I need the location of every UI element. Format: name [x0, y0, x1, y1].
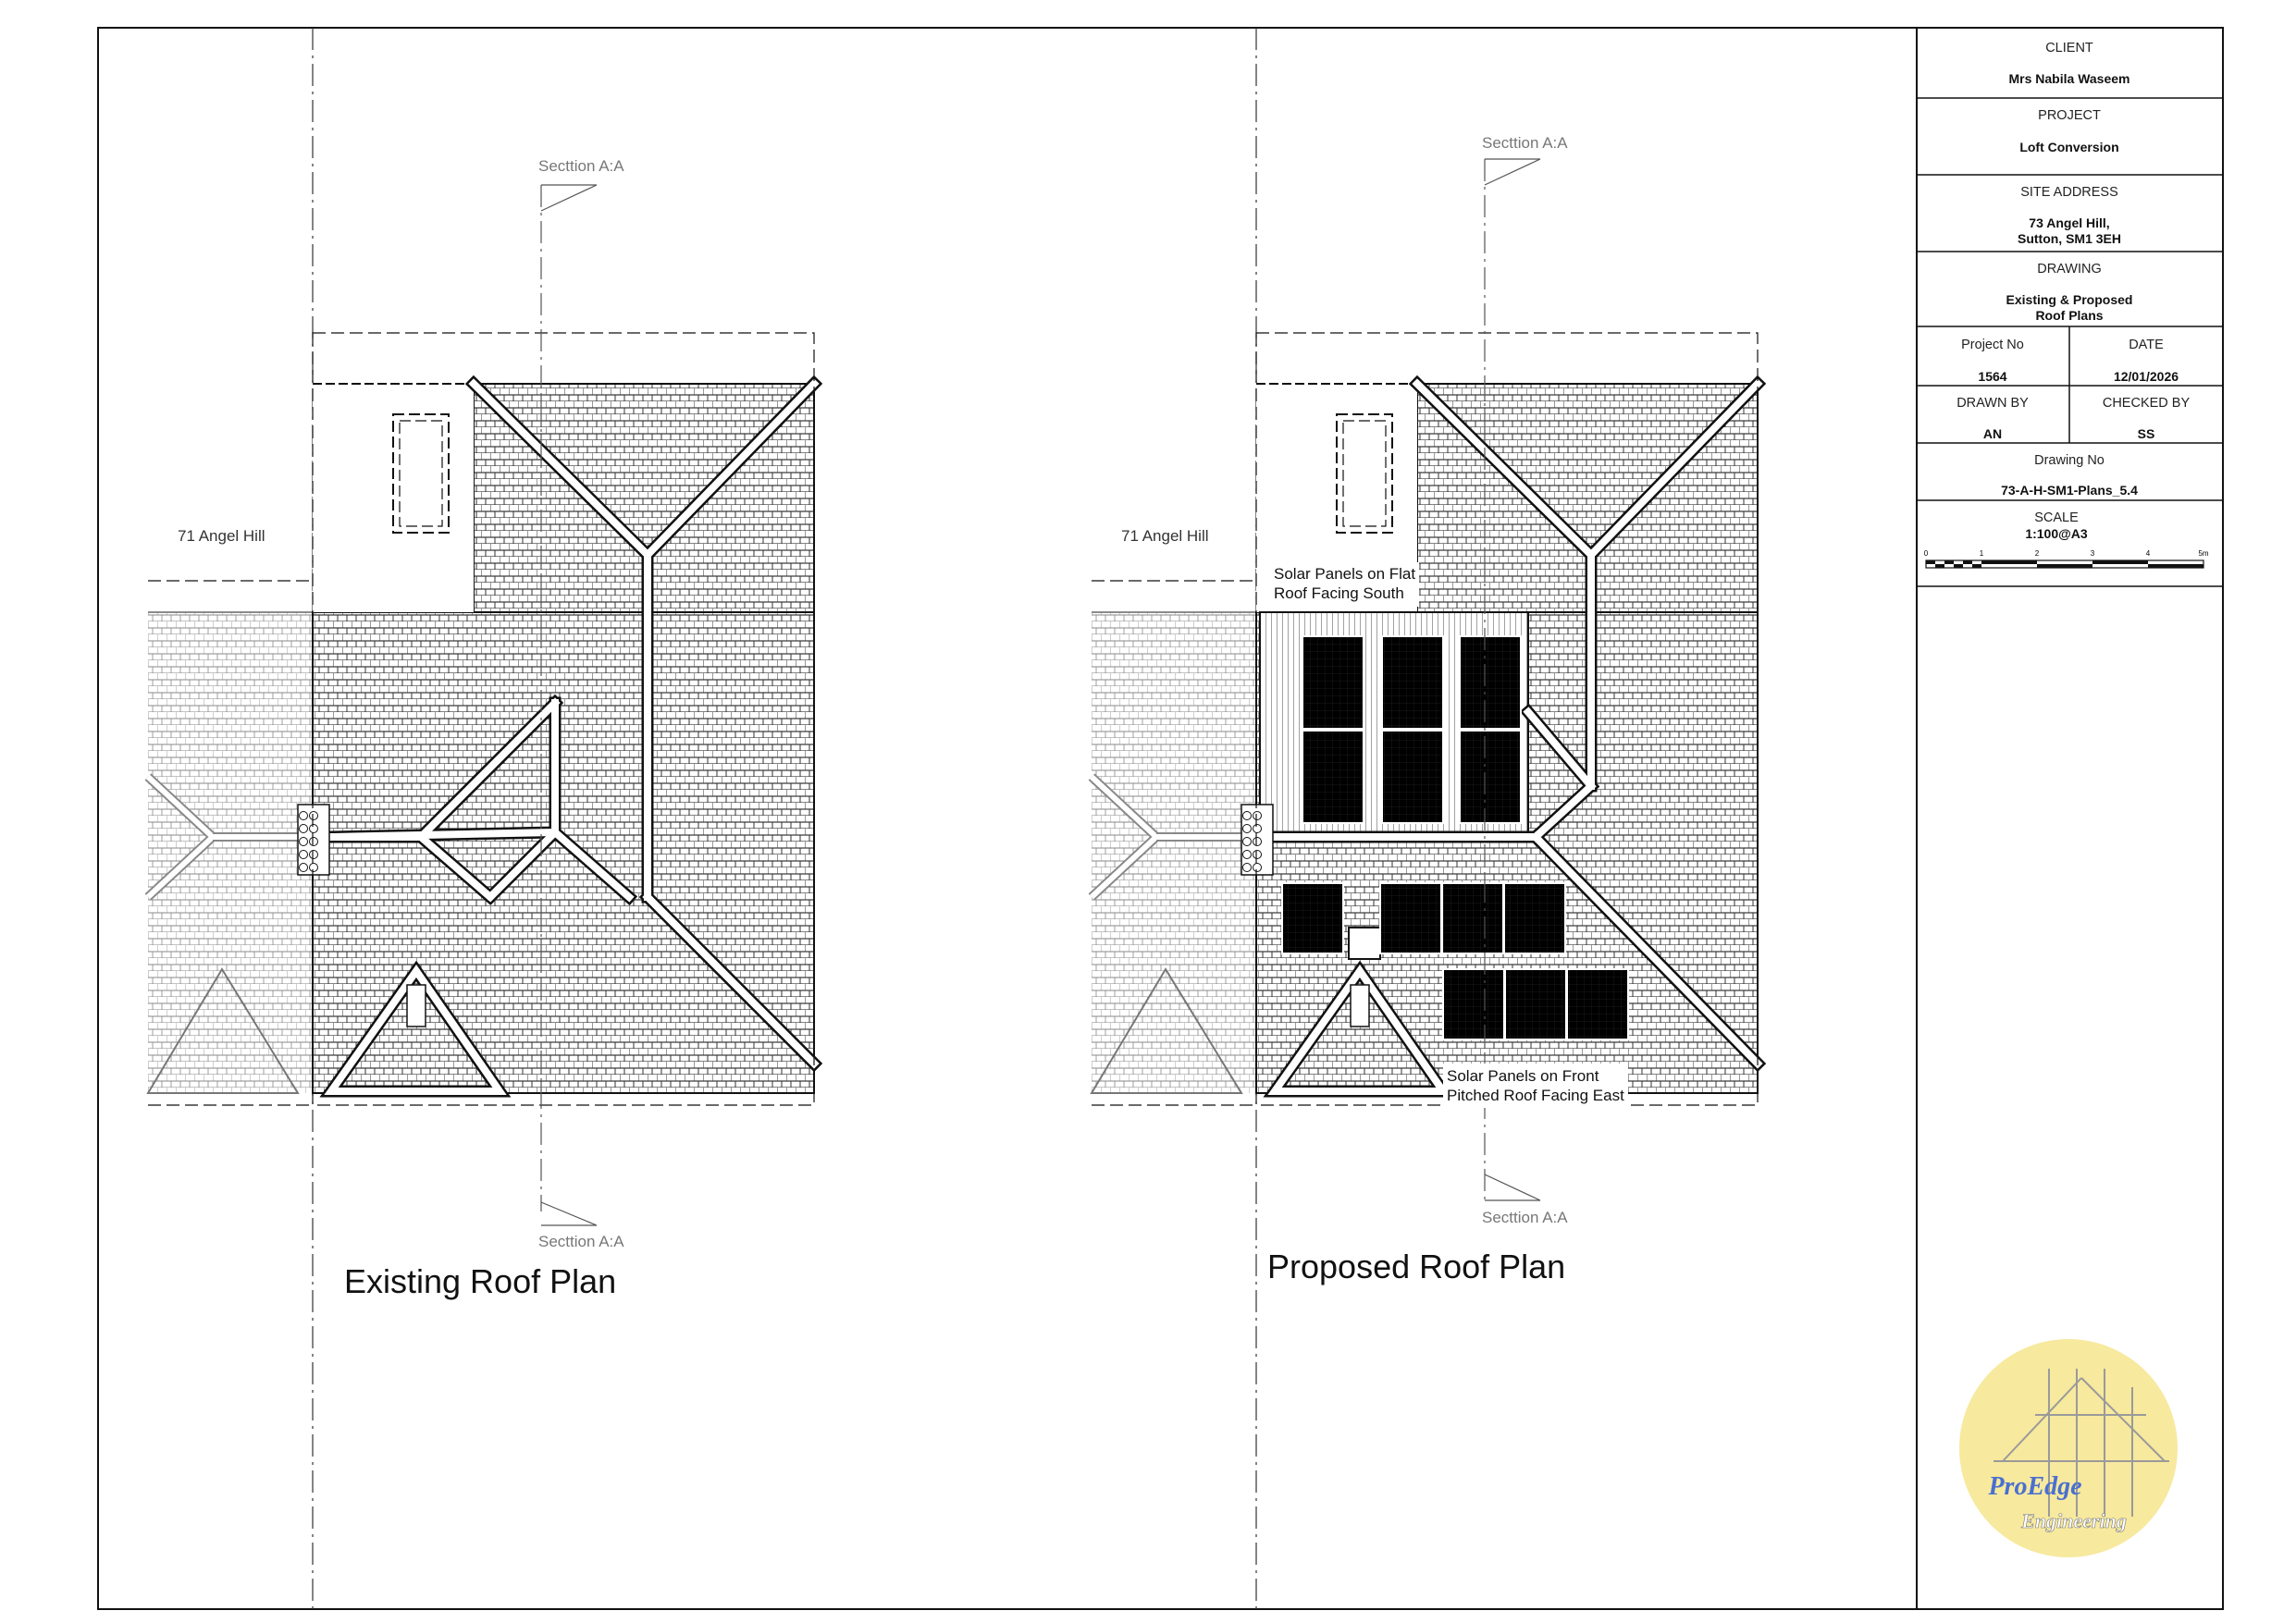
scale-tick-1: 1	[1979, 549, 1984, 558]
drawing-no-label: Drawing No	[2034, 453, 2105, 468]
drawing-label: DRAWING	[2037, 262, 2102, 277]
solar-panel	[1504, 883, 1565, 953]
plan-title: Existing Roof Plan	[344, 1262, 617, 1300]
scale-tick-2: 2	[2034, 549, 2040, 558]
logo-subtitle: Engineering	[2021, 1509, 2127, 1532]
section-label-top: Secttion A:A	[1482, 134, 1568, 152]
solar-panel	[1302, 731, 1364, 823]
flat-roof	[313, 384, 474, 612]
scale-tick-5m: 5m	[2198, 549, 2209, 558]
solar-panel	[1460, 731, 1521, 823]
solar-panel	[1302, 636, 1364, 729]
scale-label: SCALE	[2034, 510, 2079, 525]
section-label-top: Secttion A:A	[538, 157, 624, 175]
drawn-by-value: AN	[1982, 426, 2003, 441]
scale-tick-0: 0	[1923, 549, 1929, 558]
site-address-line1: 73 Angel Hill,	[2029, 215, 2110, 230]
solar-panel	[1282, 883, 1343, 953]
note-flat-roof-line2: Roof Facing South	[1274, 584, 1404, 602]
solar-panel	[1382, 636, 1443, 729]
company-logo	[1959, 1339, 2178, 1557]
solar-panel	[1505, 969, 1566, 1039]
chimney-pots	[1241, 805, 1273, 875]
project-value: Loft Conversion	[2019, 140, 2119, 154]
existing-roof-plan	[148, 28, 814, 1609]
neighbour-label: 71 Angel Hill	[1121, 527, 1209, 545]
solar-panel	[1443, 969, 1504, 1039]
title-block	[1917, 28, 2223, 1609]
chimney-pots	[298, 805, 329, 875]
scale-value: 1:100@A3	[2025, 526, 2088, 541]
drawn-by-label: DRAWN BY	[1957, 396, 2029, 411]
checked-by-value: SS	[2137, 426, 2155, 441]
solar-panel	[1567, 969, 1628, 1039]
note-front-roof-line2: Pitched Roof Facing East	[1447, 1087, 1624, 1104]
drawing-line2: Roof Plans	[2035, 308, 2104, 323]
project-no-label: Project No	[1961, 338, 2024, 352]
section-label-bottom: Secttion A:A	[1482, 1209, 1568, 1226]
site-address-label: SITE ADDRESS	[2020, 185, 2118, 200]
solar-panels-flat-roof	[1302, 636, 1521, 823]
drawing-line1: Existing & Proposed	[2006, 292, 2133, 307]
checked-by-label: CHECKED BY	[2102, 396, 2191, 411]
scale-bar	[1924, 549, 2209, 568]
neighbour-label: 71 Angel Hill	[178, 527, 265, 545]
note-front-roof-line1: Solar Panels on Front	[1447, 1067, 1599, 1085]
note-flat-roof-line1: Solar Panels on Flat	[1274, 565, 1416, 583]
neighbour-roof	[1092, 612, 1256, 1093]
date-label: DATE	[2129, 338, 2164, 352]
neighbour-roof	[148, 612, 313, 1093]
site-address-line2: Sutton, SM1 3EH	[2017, 231, 2122, 246]
solar-panel	[1380, 883, 1441, 953]
solar-panel	[1460, 636, 1521, 729]
client-label: CLIENT	[2045, 41, 2093, 55]
plan-title: Proposed Roof Plan	[1267, 1248, 1566, 1285]
project-no-value: 1564	[1978, 369, 2007, 384]
section-label-bottom: Secttion A:A	[538, 1233, 624, 1250]
solar-panel	[1442, 883, 1503, 953]
drawing-no-value: 73-A-H-SM1-Plans_5.4	[2001, 483, 2138, 498]
proposed-roof-plan	[1092, 28, 1758, 1609]
scale-tick-3: 3	[2090, 549, 2095, 558]
scale-tick-4: 4	[2145, 549, 2151, 558]
solar-panel	[1382, 731, 1443, 823]
roof-vent	[1349, 928, 1380, 959]
logo-name: ProEdge	[1988, 1472, 2082, 1501]
client-value: Mrs Nabila Waseem	[2008, 71, 2130, 86]
date-value: 12/01/2026	[2113, 369, 2179, 384]
project-label: PROJECT	[2038, 108, 2101, 123]
